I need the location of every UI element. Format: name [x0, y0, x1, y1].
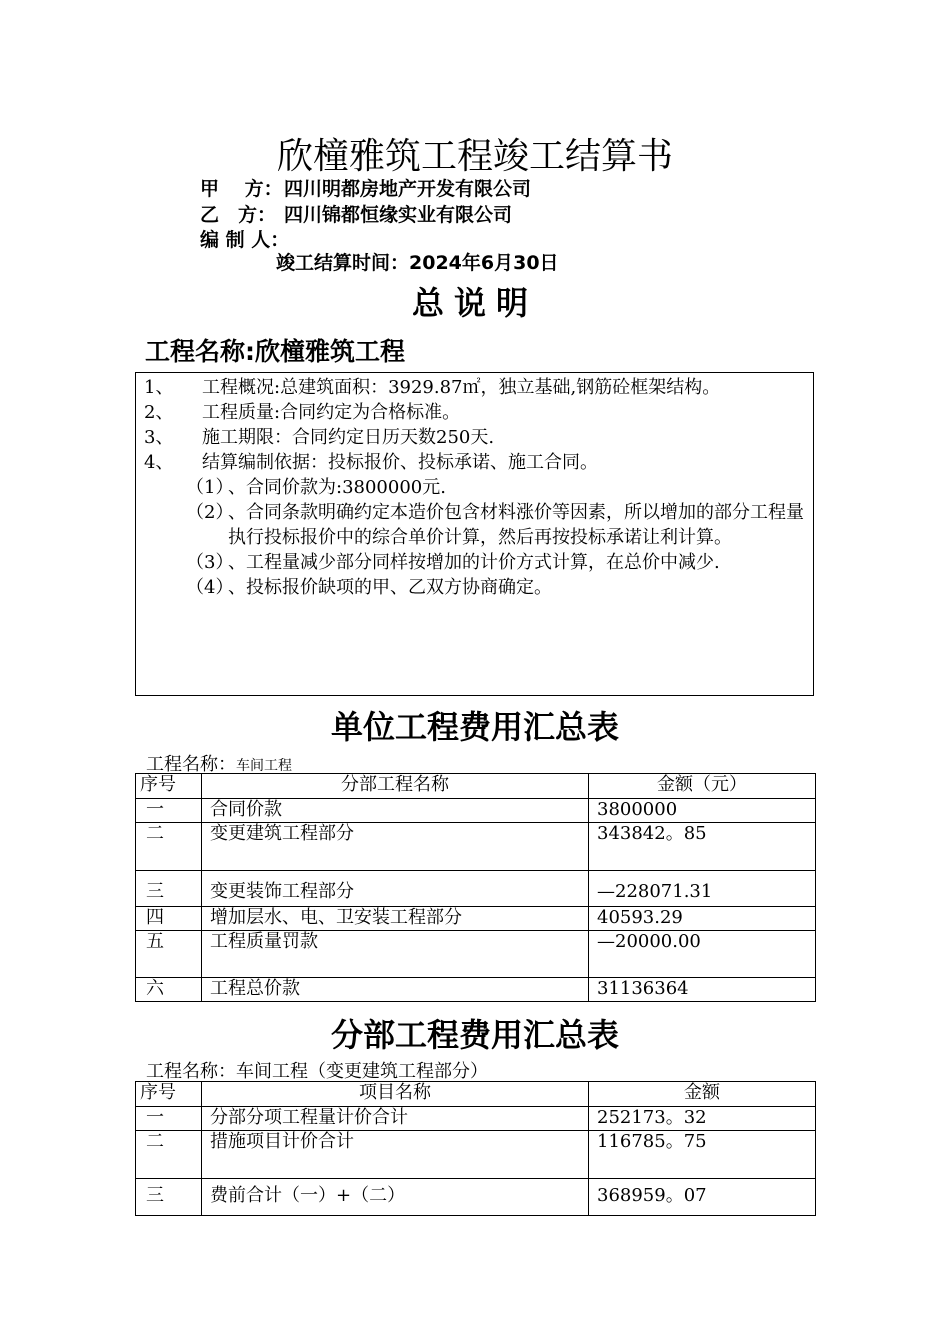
- settlement-date-line: [276, 248, 559, 275]
- compiler-label: 编 制 人：: [200, 229, 290, 251]
- party-b-line: [200, 200, 512, 227]
- table-header-row: 序号 分部工程名称 金额（元）: [136, 774, 816, 799]
- part-cost-table: [135, 1081, 816, 1216]
- description-item: 4、 结算编制依据：投标报价、投标承诺、施工合同。: [144, 452, 598, 473]
- table-row: 二 变更建筑工程部分 343842。85: [136, 823, 816, 871]
- settlement-date-value: 2024年6月30日: [409, 252, 559, 274]
- unit-table-caption-value: 车间工程: [236, 758, 292, 774]
- description-item: 1、 工程概况:总建筑面积：3929.87㎡，独立基础,钢筋砼框架结构。: [144, 377, 721, 398]
- description-subitem: （3） 、工程量减少部分同样按增加的计价方式计算，在总价中减少.: [186, 552, 720, 573]
- table-header-row: 序号 项目名称 金额: [136, 1082, 816, 1107]
- table-row: 一 合同价款 3800000: [136, 799, 816, 823]
- description-box: [135, 372, 814, 696]
- table-row: 一 分部分项工程量计价合计 252173。32: [136, 1107, 816, 1131]
- description-subitem: （2） 、合同条款明确约定本造价包含材料涨价等因素，所以增加的部分工程量执行投标报价中的综合单价计算，然后再按投标承诺让利计算。: [186, 502, 804, 548]
- table-row: 三 变更装饰工程部分 —228071.31: [136, 871, 816, 907]
- unit-cost-table: [135, 773, 816, 1002]
- table-row: 四 增加层水、电、卫安装工程部分 40593.29: [136, 907, 816, 931]
- table-row: 二 措施项目计价合计 116785。75: [136, 1131, 816, 1179]
- summary-title: 总说明: [411, 284, 538, 322]
- party-b-label: 乙 方：: [200, 204, 277, 226]
- table-row: 六 工程总价款 31136364: [136, 978, 816, 1002]
- unit-table-title: 单位工程费用汇总表: [330, 708, 619, 746]
- party-a-line: [200, 174, 531, 201]
- description-subitem: （1） 、合同价款为:3800000元.: [186, 477, 446, 498]
- description-item: 3、 施工期限：合同约定日历天数250天.: [144, 427, 495, 448]
- description-subitem: （4） 、投标报价缺项的甲、乙双方协商确定。: [186, 577, 552, 598]
- party-b-value: 四川锦都恒缘实业有限公司: [284, 204, 513, 226]
- part-table-title: 分部工程费用汇总表: [330, 1016, 619, 1054]
- unit-table-caption-label: 工程名称：: [146, 754, 236, 775]
- document-title: 欣橦雅筑工程竣工结算书: [276, 136, 673, 177]
- project-name-value: 欣橦雅筑工程: [255, 337, 406, 366]
- part-table-caption: 工程名称：车间工程（变更建筑工程部分）: [146, 1061, 488, 1082]
- table-row: 三 费前合计（一）+（二） 368959。07: [136, 1179, 816, 1216]
- project-name-line: [145, 332, 405, 368]
- table-row: 五 工程质量罚款 —20000.00: [136, 931, 816, 978]
- description-item: 2、 工程质量:合同约定为合格标准。: [144, 402, 461, 423]
- settlement-date-label: 竣工结算时间：: [276, 252, 410, 274]
- party-a-value: 四川明都房地产开发有限公司: [284, 178, 532, 200]
- project-name-label: 工程名称:: [145, 337, 255, 366]
- party-a-label: 甲 方：: [200, 178, 283, 200]
